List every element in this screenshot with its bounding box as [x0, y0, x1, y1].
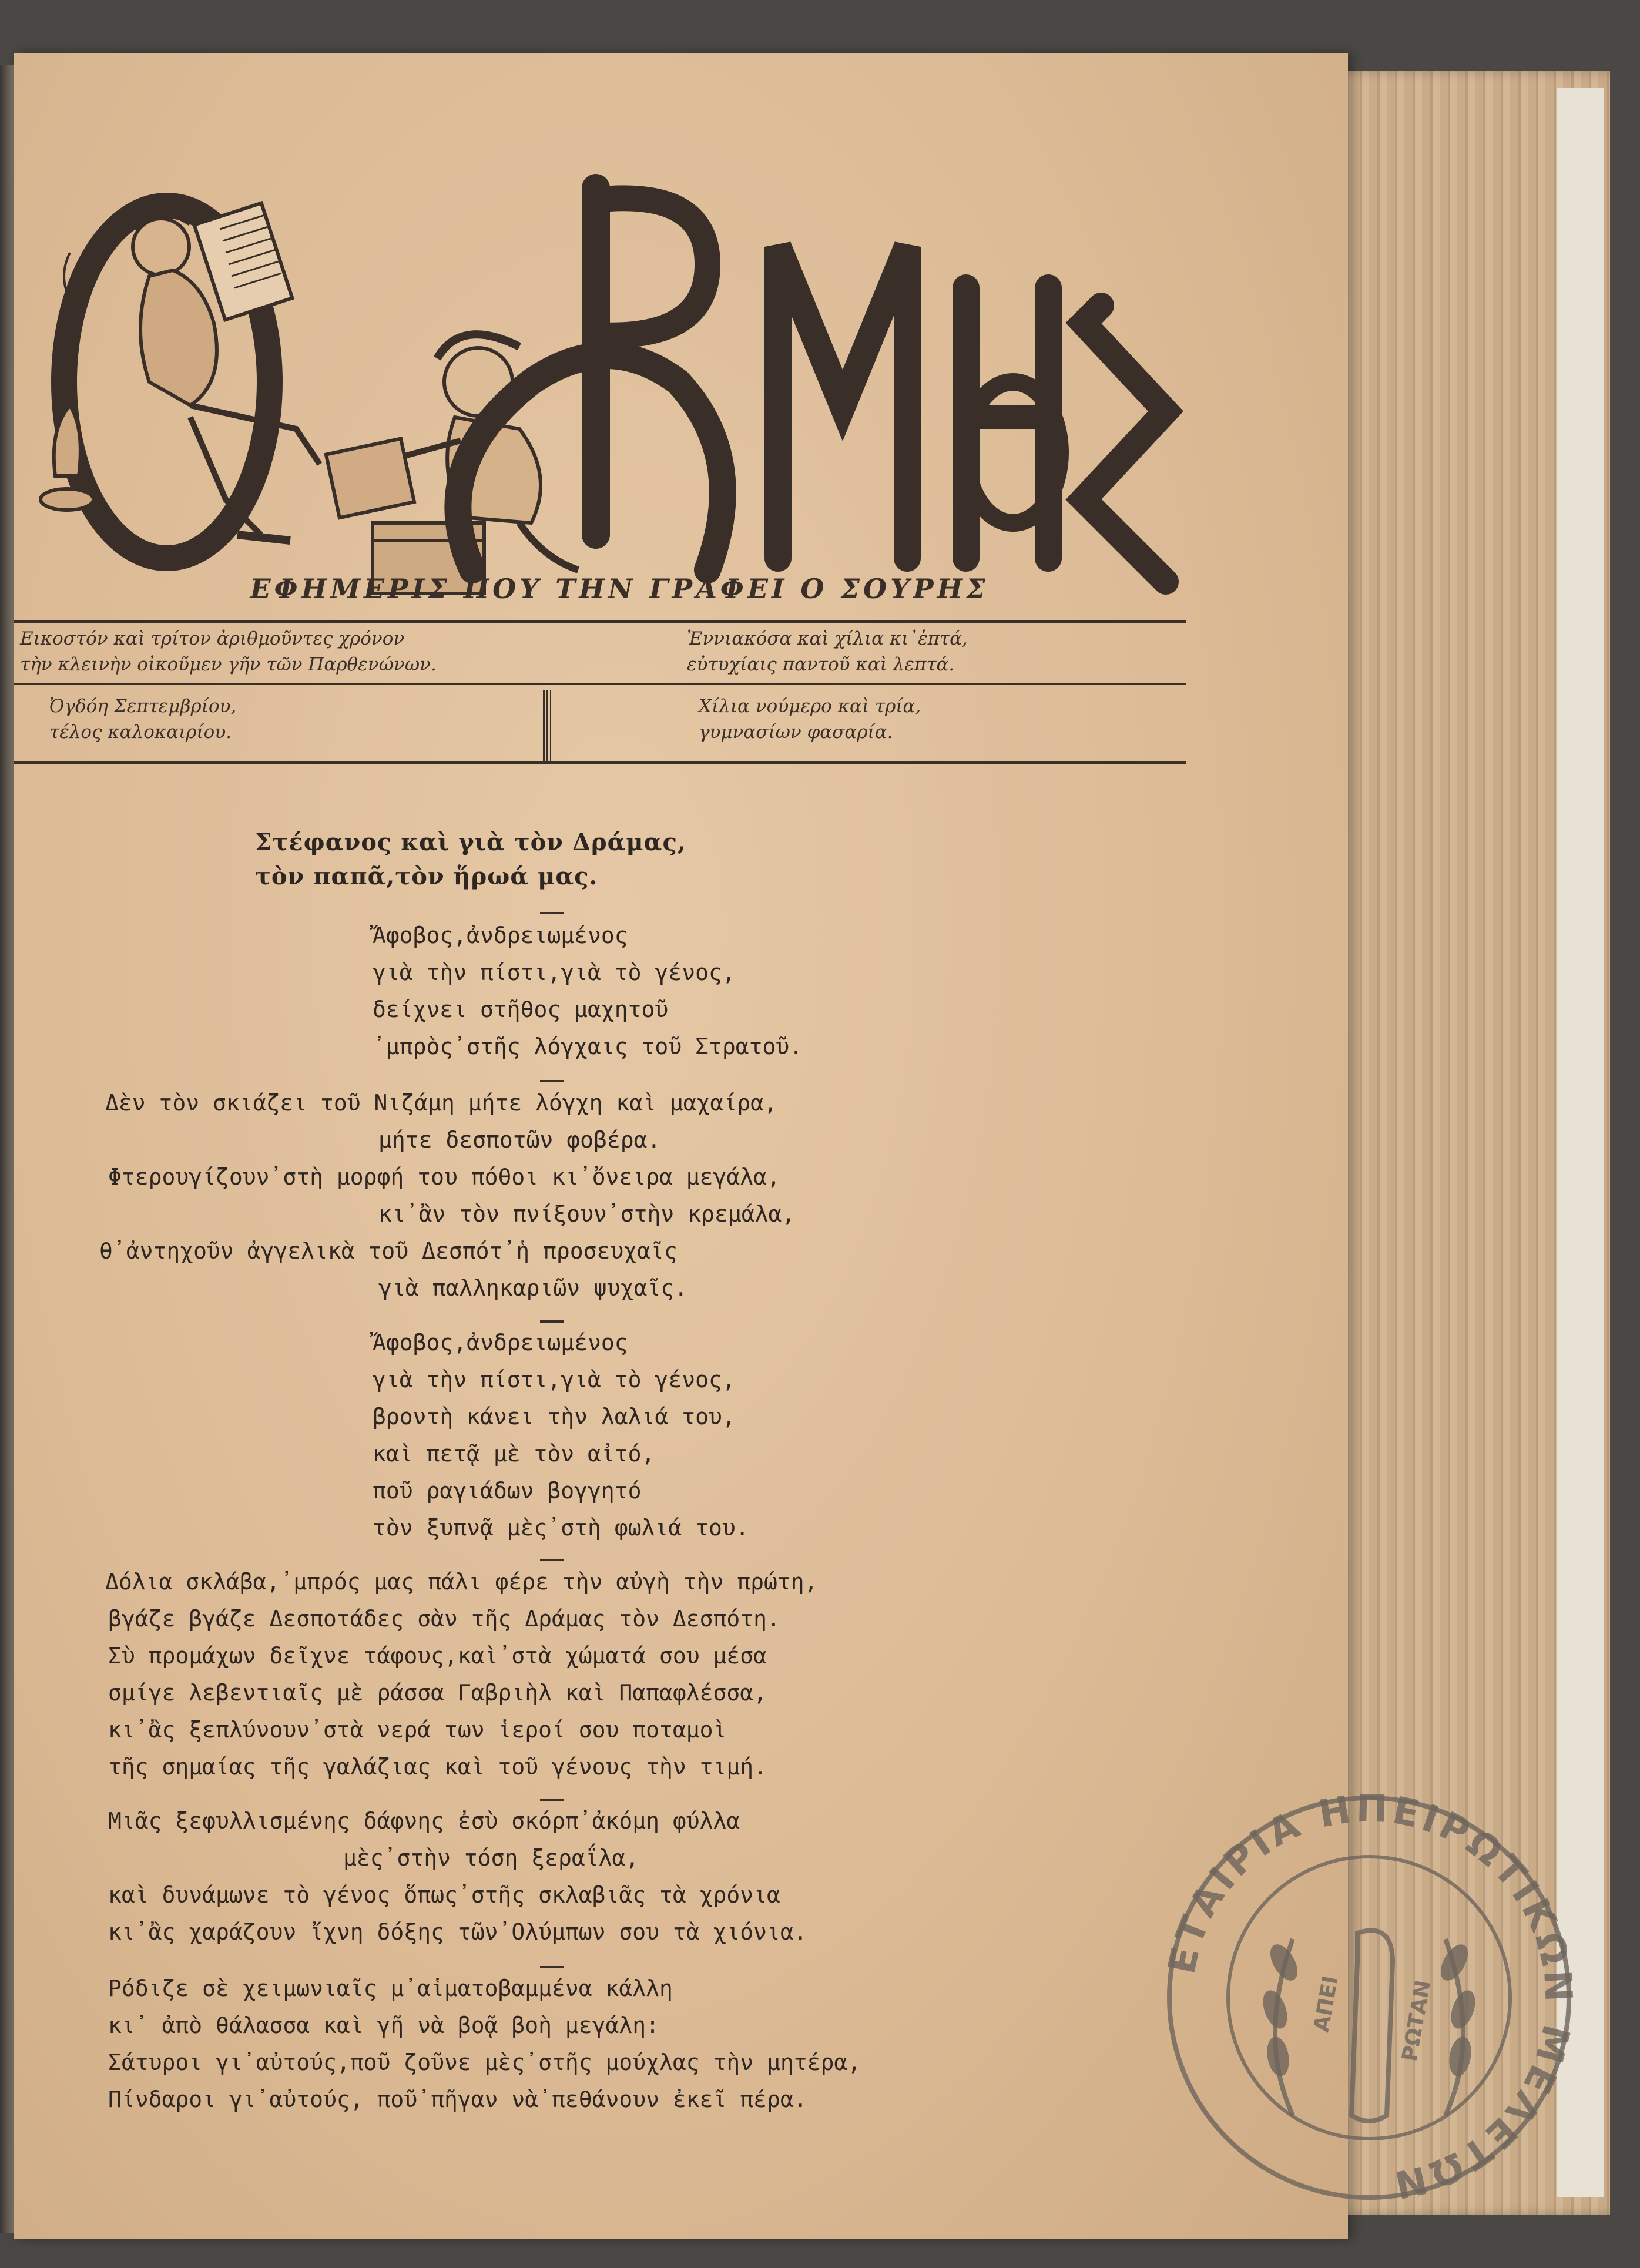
- poem-line: μήτε δεσποτῶν φοβέρα.: [378, 1127, 661, 1153]
- poem-line: κι᾽ἂς ξεπλύνουν᾽στὰ νερά των ἱεροί σου ποταμοὶ: [108, 1717, 727, 1743]
- poem-line: καὶ δυνάμωνε τὸ γένος ὅπως᾽στῆς σκλαβιᾶς τὰ χρόνια: [108, 1882, 780, 1908]
- poem-line: Σάτυροι γι᾽αὐτούς,ποῦ ζοῦνε μὲς᾽στῆς μούχλας τὴν μητέρα,: [108, 2049, 861, 2075]
- poem-line: κι᾽ἂν τὸν πνίξουν᾽στὴν κρεμάλα,: [378, 1201, 796, 1227]
- info-year-left: Εικοστόν καὶ τρίτον ἀριθμοῦντες χρόνον τὴν κλεινὴν οἰκοῦμεν γῆν τῶν Παρθενώνων.: [20, 628, 437, 675]
- poem-line: ᾽μπρὸς᾽στῆς λόγχαις τοῦ Στρατοῦ.: [373, 1034, 803, 1059]
- masthead: [14, 53, 1348, 617]
- masthead-title-letters: [458, 188, 1166, 582]
- poem-line: δείχνει στῆθος μαχητοῦ: [373, 997, 669, 1022]
- masthead-rule-2: [14, 683, 1186, 685]
- info-date-left: Ὀγδόη Σεπτεμβρίου, τέλος καλοκαιρίου.: [49, 696, 237, 743]
- poem-line: βροντὴ κάνει τὴν λαλιά του,: [373, 1404, 736, 1430]
- poem-line: γιὰ τὴν πίστι,γιὰ τὸ γένος,: [373, 959, 736, 985]
- stanza-dash: [540, 1799, 564, 1801]
- masthead-rule-1: [14, 620, 1186, 623]
- masthead-tagline: ΕΦΗΜΕΡΙΣ ΠΟΥ ΤΗΝ ΓΡΑΦΕΙ Ο ΣΟΥΡΗΣ: [250, 573, 989, 605]
- poem-line: Ἄφοβος,ἀνδρειωμένος: [373, 922, 628, 948]
- poem-line: Σὺ προμάχων δεῖχνε τάφους,καὶ᾽στὰ χώματά σου μέσα: [108, 1643, 767, 1669]
- poem-title-line-1: Στέφανος καὶ γιὰ τὸν Δράμας,: [255, 828, 686, 856]
- poem-line: ποῦ ραγιάδων βογγητό: [373, 1478, 642, 1504]
- svg-text:ΡΩΤΑΝ: ΡΩΤΑΝ: [1397, 1978, 1436, 2064]
- poem-line: Μιᾶς ξεφυλλισμένης δάφνης ἐσὺ σκόρπ᾽ἀκόμη φύλλα: [108, 1808, 740, 1834]
- poem-line: Δὲν τὸν σκιάζει τοῦ Νιζάμη μήτε λόγχη καὶ μαχαίρα,: [105, 1090, 777, 1116]
- poem-line: γιὰ παλληκαριῶν ψυχαῖς.: [378, 1275, 688, 1301]
- masthead-illustration: [14, 53, 1348, 617]
- poem-line: Δόλια σκλάβα,᾽μπρός μας πάλι φέρε τὴν αὐγὴ τὴν πρώτη,: [105, 1569, 818, 1595]
- stanza-dash: [540, 912, 564, 914]
- issue-separator-mark: [543, 690, 551, 761]
- poem-line: βγάζε βγάζε Δεσποτάδες σὰν τῆς Δράμας τὸν Δεσπότη.: [108, 1606, 780, 1632]
- poem-line: θ᾽ἀντηχοῦν ἀγγελικὰ τοῦ Δεσπότ᾽ἡ προσευχαῖς: [99, 1238, 678, 1264]
- newspaper-page: [14, 53, 1348, 2239]
- poem-line: καὶ πετᾷ μὲ τὸν αἰτό,: [373, 1441, 655, 1467]
- poem-line: κι᾽ἂς χαράζουν ἴχνη δόξης τῶν᾽Ολύμπων σου τὰ χιόνια.: [108, 1919, 807, 1945]
- masthead-rule-3: [14, 761, 1186, 764]
- info-number-right: Χίλια νούμερο καὶ τρία, γυμνασίων φασαρία.: [699, 696, 921, 743]
- poem-line: σμίγε λεβεντιαῖς μὲ ράσσα Γαβριὴλ καὶ Παπαφλέσσα,: [108, 1680, 767, 1706]
- info-year-right: Ἐννιακόσα καὶ χίλια κι᾽ἑπτά, εὐτυχίαις παντοῦ καὶ λεπτά.: [687, 628, 968, 675]
- poem-line: τὸν ξυπνᾷ μὲς᾽στὴ φωλιά του.: [373, 1515, 749, 1541]
- poem-line: Πίνδαροι γι᾽αὐτούς, ποῦ᾽πῆγαν νὰ᾽πεθάνουν ἐκεῖ πέρα.: [108, 2086, 807, 2112]
- stanza-dash: [540, 1559, 564, 1561]
- stanza-dash: [540, 1966, 564, 1968]
- poem-line: Φτερουγίζουν᾽στὴ μορφή του πόθοι κι᾽ὄνειρα μεγάλα,: [108, 1164, 780, 1190]
- poem-line: κι᾽ ἀπὸ θάλασσα καὶ γῆ νὰ βοᾷ βοὴ μεγάλη:: [108, 2012, 659, 2038]
- svg-text:ΑΠΕΙ: ΑΠΕΙ: [1309, 1974, 1343, 2034]
- poem-line: Ἄφοβος,ἀνδρειωμένος: [373, 1330, 628, 1356]
- poem-line: Ρόδιζε σὲ χειμωνιαῖς μ᾽αἱματοβαμμένα κάλλη: [108, 1975, 673, 2001]
- svg-text:ΕΤΑΙΡΙΑ ΗΠΕΙΡΩΤΙΚΩΝ ΜΕΛΕΤΩΝ: ΕΤΑΙΡΙΑ ΗΠΕΙΡΩΤΙΚΩΝ ΜΕΛΕΤΩΝ: [1160, 1787, 1581, 2207]
- library-stamp-icon: [1158, 1786, 1581, 2209]
- poem-title-line-2: τὸν παπᾶ,τὸν ἥρωά μας.: [255, 863, 598, 890]
- poem-line: τῆς σημαίας τῆς γαλάζιας καὶ τοῦ γένους τὴν τιμή.: [108, 1754, 767, 1780]
- stanza-dash: [540, 1320, 564, 1323]
- poem-line: γιὰ τὴν πίστι,γιὰ τὸ γένος,: [373, 1367, 736, 1393]
- poem-line: μὲς᾽στὴν τόση ξεραΐλα,: [343, 1845, 639, 1871]
- stanza-dash: [540, 1080, 564, 1082]
